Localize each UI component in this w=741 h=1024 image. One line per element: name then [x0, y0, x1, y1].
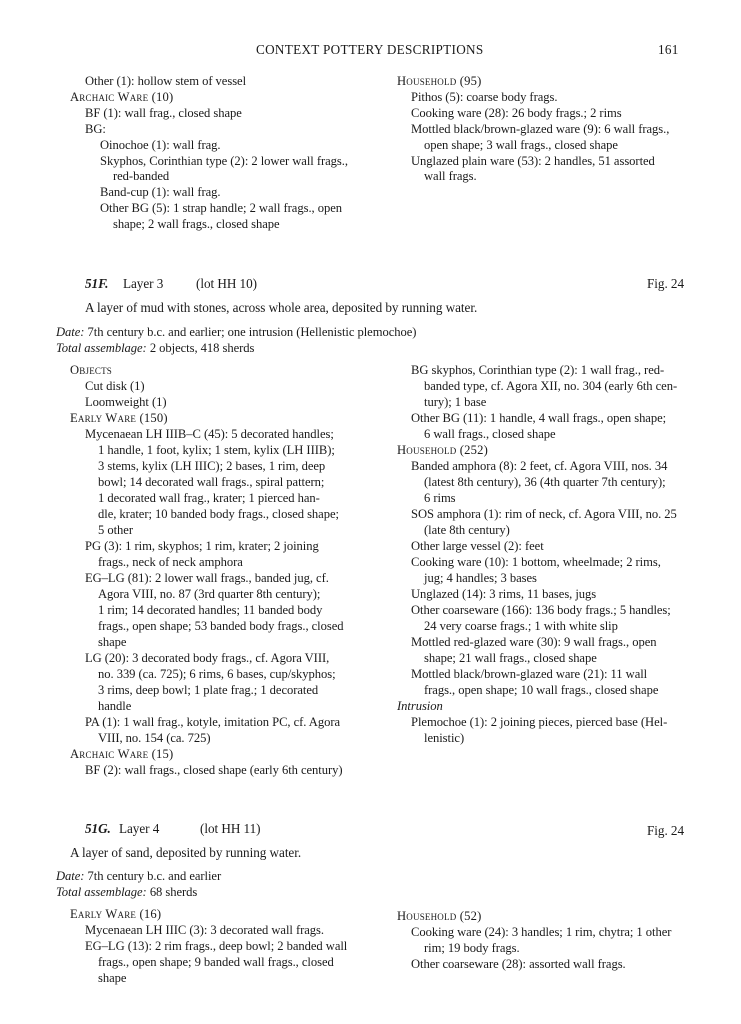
text-line: no. 339 (ca. 725); 6 rims, 6 bases, cup/skyphos;: [98, 667, 336, 681]
text-line: Mottled black/brown-glazed ware (21): 11 wall: [411, 667, 648, 681]
section-description: A layer of sand, deposited by running water.: [70, 845, 302, 860]
text-line: frags., open shape; 10 wall frags., closed shape: [424, 683, 659, 697]
text-line: Other large vessel (2): feet: [411, 539, 544, 553]
text-line: SOS amphora (1): rim of neck, cf. Agora VIII, no. 25: [411, 507, 677, 521]
text-line: Agora VIII, no. 87 (3rd quarter 8th century);: [98, 587, 321, 601]
text-line: 24 very coarse frags.; 1 with white slip: [424, 619, 618, 633]
category-heading: Intrusion: [397, 699, 443, 713]
date-value: 7th century b.c. and earlier; one intrusion (Hellenistic plemochoe): [87, 325, 417, 339]
text-line: open shape; 3 wall frags., closed shape: [424, 138, 618, 152]
text-line: Mycenaean LH IIIB–C (45): 5 decorated handles;: [85, 427, 334, 441]
total-label: Total assemblage:: [56, 885, 147, 899]
text-line: Mottled black/brown-glazed ware (9): 6 wall frags.,: [411, 122, 670, 136]
date-line: [56, 868, 221, 884]
text-line: Pithos (5): coarse body frags.: [411, 90, 558, 104]
text-line: Other coarseware (166): 136 body frags.; 5 handles;: [411, 603, 671, 617]
date-line: [56, 324, 416, 340]
text-line: EG–LG (13): 2 rim frags., deep bowl; 2 banded wall: [85, 939, 348, 953]
text-line: BG skyphos, Corinthian type (2): 1 wall frag., red-: [411, 363, 665, 377]
text-line: 6 wall frags., closed shape: [424, 427, 556, 441]
text-line: BF (1): wall frag., closed shape: [85, 106, 242, 120]
text-line: Other BG (5): 1 strap handle; 2 wall frags., open: [100, 201, 343, 215]
text-line: Cut disk (1): [85, 379, 145, 393]
total-label: Total assemblage:: [56, 341, 147, 355]
text-line: Unglazed (14): 3 rims, 11 bases, jugs: [411, 587, 597, 601]
text-line: Oinochoe (1): wall frag.: [100, 138, 221, 152]
text-line: shape: [98, 971, 127, 985]
category-heading: Household (52): [397, 909, 482, 923]
text-line: BG:: [85, 122, 106, 136]
total-line: [56, 884, 197, 900]
page-number: 161: [658, 42, 679, 57]
text-line: red-banded: [113, 169, 170, 183]
text-line: handle: [98, 699, 132, 713]
text-line: frags., open shape; 53 banded body frags., closed: [98, 619, 344, 633]
text-line: Unglazed plain ware (53): 2 handles, 51 assorted: [411, 154, 655, 168]
text-line: Mottled red-glazed ware (30): 9 wall frags., open: [411, 635, 657, 649]
section-layer: Layer 3: [123, 276, 164, 291]
text-line: 1 rim; 14 decorated handles; 11 banded body: [98, 603, 323, 617]
category-heading: Early Ware (16): [70, 907, 162, 921]
text-line: jug; 4 handles; 3 bases: [424, 571, 537, 585]
category-heading: Archaic Ware (10): [70, 90, 174, 104]
text-line: 6 rims: [424, 491, 456, 505]
text-line: Banded amphora (8): 2 feet, cf. Agora VIII, nos. 34: [411, 459, 668, 473]
text-line: dle, krater; 10 banded body frags., closed shape;: [98, 507, 339, 521]
total-value: 68 sherds: [149, 885, 198, 899]
text-line: frags., neck of neck amphora: [98, 555, 243, 569]
text-line: lenistic): [424, 731, 465, 745]
category-heading: Archaic Ware (15): [70, 747, 174, 761]
category-heading: Early Ware (150): [70, 411, 168, 425]
section-lot: (lot HH 10): [196, 276, 257, 291]
section-layer: Layer 4: [119, 821, 160, 836]
text-line: 3 stems, kylix (LH IIIC); 2 bases, 1 rim, deep: [98, 459, 326, 473]
text-line: EG–LG (81): 2 lower wall frags., banded jug, cf.: [85, 571, 329, 585]
text-line: Cooking ware (28): 26 body frags.; 2 rims: [411, 106, 622, 120]
text-line: Cooking ware (10): 1 bottom, wheelmade; 2 rims,: [411, 555, 661, 569]
text-line: 1 decorated wall frag., krater; 1 pierced han-: [98, 491, 320, 505]
text-line: Other coarseware (28): assorted wall frags.: [411, 957, 626, 971]
text-line: Band-cup (1): wall frag.: [100, 185, 221, 199]
section-lot: (lot HH 11): [200, 821, 261, 836]
section-id: 51F.: [85, 276, 109, 291]
text-line: shape: [98, 635, 127, 649]
text-line: rim; 19 body frags.: [424, 941, 520, 955]
text-line: VIII, no. 154 (ca. 725): [98, 731, 211, 745]
text-line: PG (3): 1 rim, skyphos; 1 rim, krater; 2 joining: [85, 539, 319, 553]
text-line: wall frags.: [424, 169, 477, 183]
text-line: Cooking ware (24): 3 handles; 1 rim, chytra; 1 other: [411, 925, 672, 939]
total-value: 2 objects, 418 sherds: [149, 341, 255, 355]
total-line: [56, 340, 254, 356]
text-line: (latest 8th century), 36 (4th quarter 7th century);: [424, 475, 666, 489]
figure-reference: Fig. 24: [647, 276, 685, 291]
text-line: Skyphos, Corinthian type (2): 2 lower wall frags.,: [100, 154, 348, 168]
text-line: Plemochoe (1): 2 joining pieces, pierced base (Hel-: [411, 715, 668, 729]
category-heading: Household (252): [397, 443, 489, 457]
text-line: shape; 21 wall frags., closed shape: [424, 651, 597, 665]
text-line: frags., open shape; 9 banded wall frags., closed: [98, 955, 334, 969]
text-line: 3 rims, deep bowl; 1 plate frag.; 1 decorated: [98, 683, 319, 697]
text-line: tury); 1 base: [424, 395, 487, 409]
text-line: Other (1): hollow stem of vessel: [85, 74, 247, 88]
figure-reference: Fig. 24: [647, 823, 685, 838]
text-line: Other BG (11): 1 handle, 4 wall frags., open shape;: [411, 411, 667, 425]
category-heading: Household (95): [397, 74, 482, 88]
date-label: Date:: [56, 325, 85, 339]
text-line: LG (20): 3 decorated body frags., cf. Agora VIII,: [85, 651, 330, 665]
text-line: PA (1): 1 wall frag., kotyle, imitation PC, cf. Agora: [85, 715, 341, 729]
section-description: A layer of mud with stones, across whole area, deposited by running water.: [85, 300, 478, 315]
text-line: 1 handle, 1 foot, kylix; 1 stem, kylix (LH IIIB);: [98, 443, 335, 457]
text-line: Loomweight (1): [85, 395, 167, 409]
date-value: 7th century b.c. and earlier: [87, 869, 222, 883]
category-heading: Objects: [70, 363, 113, 377]
text-line: Mycenaean LH IIIC (3): 3 decorated wall frags.: [85, 923, 324, 937]
page-header-title: CONTEXT POTTERY DESCRIPTIONS: [256, 42, 484, 57]
text-line: (late 8th century): [424, 523, 510, 537]
section-id: 51G.: [85, 821, 111, 836]
text-line: BF (2): wall frags., closed shape (early 6th century): [85, 763, 343, 777]
date-label: Date:: [56, 869, 85, 883]
text-line: banded type, cf. Agora XII, no. 304 (early 6th cen-: [424, 379, 678, 393]
text-line: bowl; 14 decorated wall frags., spiral pattern;: [98, 475, 325, 489]
text-line: shape; 2 wall frags., closed shape: [113, 217, 280, 231]
text-line: 5 other: [98, 523, 133, 537]
